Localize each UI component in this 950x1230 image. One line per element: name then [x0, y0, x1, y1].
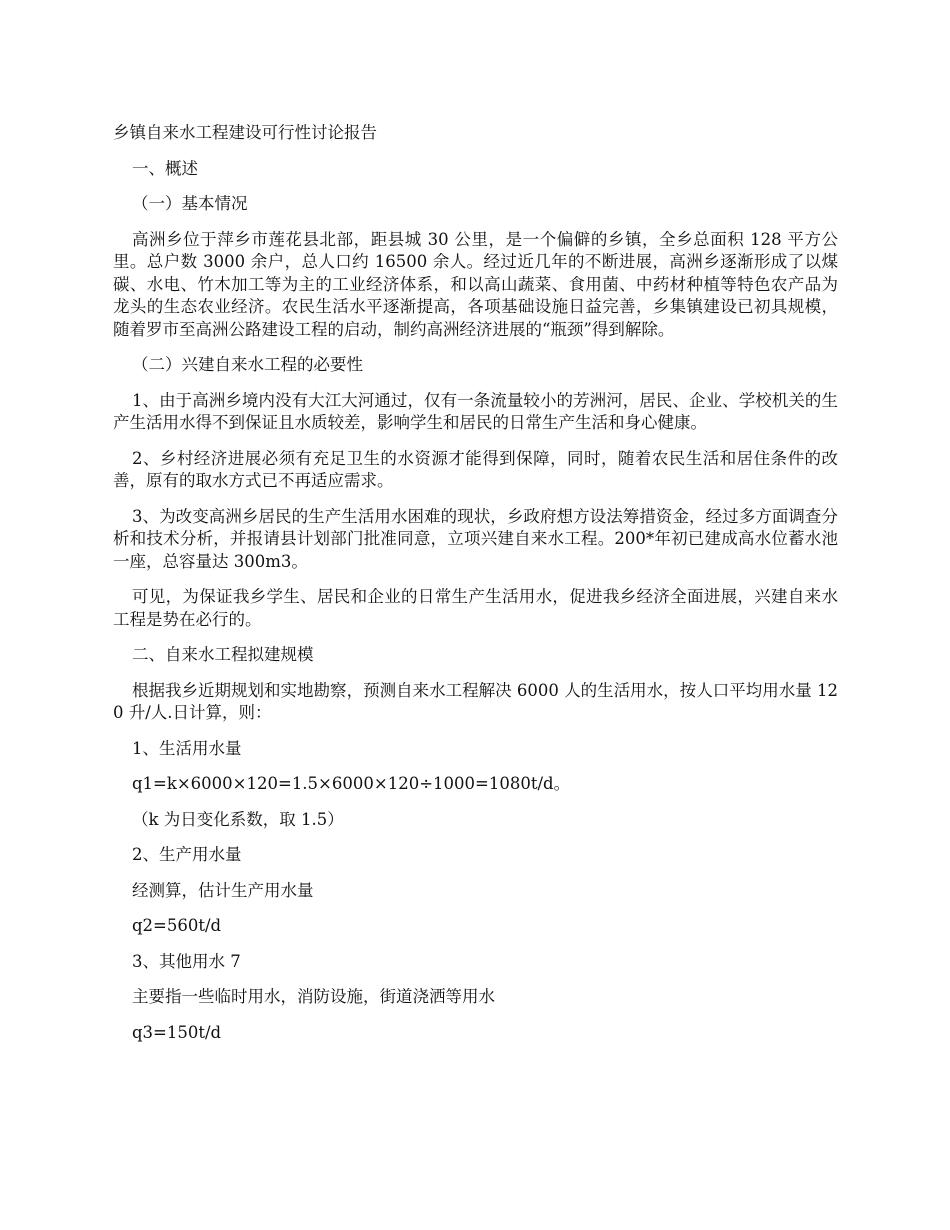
paragraph-necessity-3: 3、为改变高洲乡居民的生产生活用水困难的现状，乡政府想方设法筹措资金，经过多方面调查分析和技术分析，并报请县计划部门批准同意，立项兴建自来水工程。200*年初已建成高水位蓄水池一座，总容量达 300m3。	[113, 506, 838, 571]
note-k-factor: （k 为日变化系数，取 1.5）	[131, 809, 344, 829]
document-page	[113, 122, 838, 1044]
document-title: 乡镇自来水工程建设可行性讨论报告	[113, 123, 377, 142]
section-heading-overview: 一、概述	[131, 158, 198, 178]
paragraph-necessity-2: 2、乡村经济进展必须有充足卫生的水资源才能得到保障，同时，随着农民生活和居住条件的改善，原有的取水方式已不再适应需求。	[113, 448, 838, 490]
subsection-heading-necessity: （二）兴建自来水工程的必要性	[131, 355, 363, 374]
paragraph-necessity-1: 1、由于高洲乡境内没有大江大河通过，仅有一条流量较小的芳洲河，居民、企业、学校机关的生产生活用水得不到保证且水质较差，影响学生和居民的日常生产生活和身心健康。	[113, 390, 838, 432]
item-heading-domestic-water: 1、生活用水量	[131, 738, 242, 758]
paragraph-scale-intro: 根据我乡近期规划和实地勘察，预测自来水工程解决 6000 人的生活用水，按人口平均用水量 120 升/人.日计算，则：	[113, 680, 838, 722]
formula-q1: q1=k×6000×120=1.5×6000×120÷1000=1080t/d。	[131, 774, 571, 793]
paragraph-other-water: 主要指一些临时用水，消防设施，街道浇洒等用水	[131, 987, 495, 1006]
section-heading-scale: 二、自来水工程拟建规模	[131, 645, 314, 664]
formula-q2: q2=560t/d	[131, 916, 222, 935]
item-heading-other-water: 3、其他用水 7	[131, 951, 241, 971]
paragraph-basic-info: 高洲乡位于萍乡市莲花县北部，距县城 30 公里，是一个偏僻的乡镇，全乡总面积 128 平方公里。总户数 3000 余户，总人口约 16500 余人。经过近几年的不断进展，高洲乡逐渐形成了以煤碳、水电、竹木加工等为主的工业经济体系，和以高山蔬菜、食用菌、中药材种植等特色农产品为龙头的生态农业经济。农民生活水平逐渐提高，各项基础设施日益完善，乡集镇建设已初具规模，随着罗市至高洲公路建设工程的启动，制约高洲经济进展的“瓶颈”得到解除。	[113, 229, 838, 339]
paragraph-conclusion: 可见，为保证我乡学生、居民和企业的日常生产生活用水，促进我乡经济全面进展，兴建自来水工程是势在必行的。	[113, 587, 838, 629]
formula-q3: q3=150t/d	[131, 1022, 222, 1042]
paragraph-production-estimate: 经测算，估计生产用水量	[131, 880, 314, 900]
item-heading-production-water: 2、生产用水量	[131, 845, 242, 864]
subsection-heading-basic-info: （一）基本情况	[131, 194, 248, 213]
